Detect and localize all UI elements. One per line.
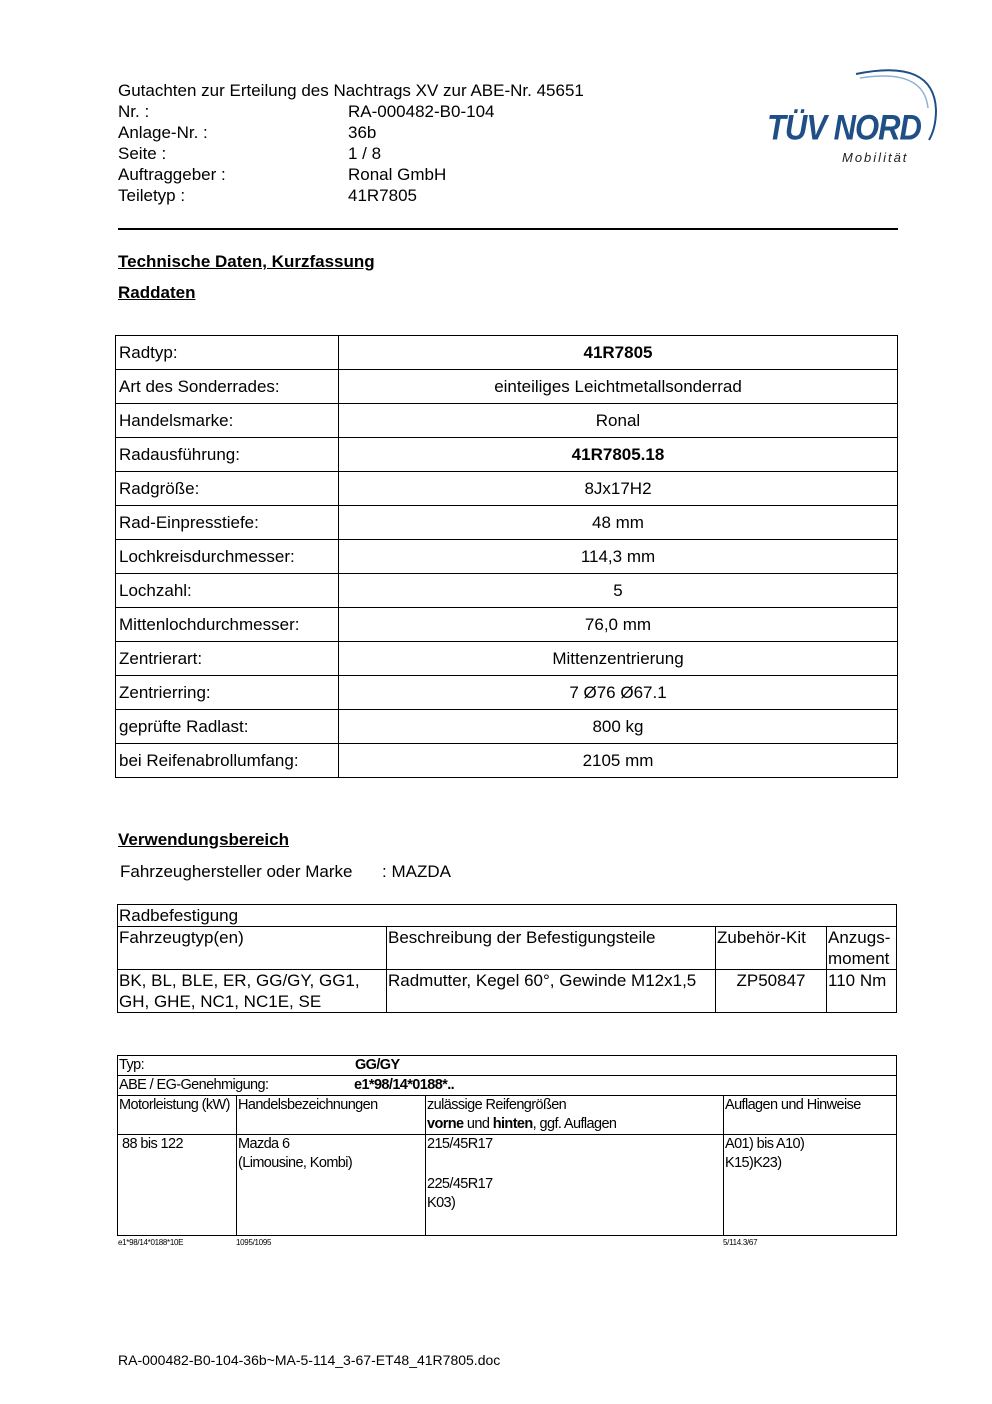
raddaten-value: 41R7805 xyxy=(339,336,898,370)
header-row xyxy=(118,185,584,206)
small-note-right: 5/114.3/67 xyxy=(723,1238,758,1247)
raddaten-label: Radtyp: xyxy=(116,336,339,370)
header-divider xyxy=(118,228,898,230)
header-label: Seite : xyxy=(118,144,167,163)
typ-value: GG/GY xyxy=(355,1057,400,1073)
raddaten-label: geprüfte Radlast: xyxy=(116,710,339,744)
raddaten-label: Radausführung: xyxy=(116,438,339,472)
typ-row xyxy=(118,1056,897,1076)
table-header: Motorleistung (kW) xyxy=(118,1096,237,1135)
note-line: A01) bis A10) xyxy=(725,1136,805,1152)
raddaten-value: Ronal xyxy=(339,404,898,438)
header-value: 1 / 8 xyxy=(348,144,382,163)
name-line: Mazda 6 xyxy=(238,1136,290,1152)
raddaten-label: Mittenlochdurchmesser: xyxy=(116,608,339,642)
tires-header-line1: zulässige Reifengrößen xyxy=(427,1097,567,1113)
table-row xyxy=(116,744,898,778)
raddaten-value: 2105 mm xyxy=(339,744,898,778)
raddaten-table xyxy=(115,335,898,778)
raddaten-value: Mittenzentrierung xyxy=(339,642,898,676)
logo-name: TÜV NORD xyxy=(767,107,921,148)
raddaten-value: 48 mm xyxy=(339,506,898,540)
tire-line: 225/45R17 xyxy=(427,1176,493,1192)
note-line: K15)K23) xyxy=(725,1155,782,1171)
table-cell xyxy=(426,1135,724,1236)
table-header: Anzugs-moment xyxy=(827,927,897,970)
manufacturer-value: : MAZDA xyxy=(382,862,451,881)
table-cell: Radmutter, Kegel 60°, Gewinde M12x1,5 xyxy=(387,970,716,1013)
table-row xyxy=(116,404,898,438)
tires-front: vorne xyxy=(427,1116,464,1132)
raddaten-label: Zentrierart: xyxy=(116,642,339,676)
raddaten-label: Radgröße: xyxy=(116,472,339,506)
tire-spacer xyxy=(427,1154,722,1175)
header-title: Gutachten zur Erteilung des Nachtrags XV zur ABE-Nr. 45651 xyxy=(118,81,584,100)
table-row xyxy=(116,370,898,404)
table-row xyxy=(116,608,898,642)
header-label: Teiletyp : xyxy=(118,186,186,205)
table-row xyxy=(116,438,898,472)
tires-and: und xyxy=(463,1116,493,1132)
raddaten-label: Lochzahl: xyxy=(116,574,339,608)
raddaten-value: 41R7805.18 xyxy=(339,438,898,472)
raddaten-label: Zentrierring: xyxy=(116,676,339,710)
tire-line: K03) xyxy=(427,1195,456,1211)
logo-subtitle: Mobilität xyxy=(842,150,909,165)
table-header: Beschreibung der Befestigungsteile xyxy=(387,927,716,970)
table-cell: BK, BL, BLE, ER, GG/GY, GG1, GH, GHE, NC1, NC1E, SE xyxy=(118,970,387,1013)
header-label: Nr. : xyxy=(118,102,150,121)
document-header xyxy=(118,80,584,206)
typ-label: Typ: xyxy=(119,1057,144,1073)
small-note-left: e1*98/14*0188*10E xyxy=(118,1238,184,1247)
name-line: (Limousine, Kombi) xyxy=(238,1155,353,1171)
tires-rest: , ggf. Auflagen xyxy=(532,1116,617,1132)
header-row xyxy=(118,164,584,185)
table-cell: 88 bis 122 xyxy=(118,1135,237,1236)
raddaten-value: einteiliges Leichtmetallsonderrad xyxy=(339,370,898,404)
tires-rear: hinten xyxy=(492,1116,533,1132)
header-value: RA-000482-B0-104 xyxy=(348,102,495,121)
manufacturer-line xyxy=(120,862,451,882)
raddaten-label: Art des Sonderrades: xyxy=(116,370,339,404)
raddaten-label: bei Reifenabrollumfang: xyxy=(116,744,339,778)
header-row xyxy=(118,143,584,164)
header-value: 41R7805 xyxy=(348,186,418,205)
manufacturer-label: Fahrzeughersteller oder Marke xyxy=(120,862,353,881)
footer-filename: RA-000482-B0-104-36b~MA-5-114_3-67-ET48_41R7805.doc xyxy=(118,1352,501,1368)
table-row xyxy=(116,506,898,540)
raddaten-label: Handelsmarke: xyxy=(116,404,339,438)
table-cell xyxy=(724,1135,897,1236)
tire-line: 215/45R17 xyxy=(427,1136,493,1152)
raddaten-value: 800 kg xyxy=(339,710,898,744)
header-value: 36b xyxy=(348,123,377,142)
header-row xyxy=(118,101,584,122)
table-header-tires xyxy=(426,1096,724,1135)
table-header: Zubehör-Kit xyxy=(716,927,827,970)
section-title-verwendung: Verwendungsbereich xyxy=(118,830,289,849)
small-note-mid: 1095/1095 xyxy=(236,1238,272,1247)
header-label: Anlage-Nr. : xyxy=(118,123,208,142)
abe-value: e1*98/14*0188*.. xyxy=(354,1077,455,1093)
table-row xyxy=(116,540,898,574)
table-header: Auflagen und Hinweise xyxy=(724,1096,897,1135)
table-row xyxy=(116,574,898,608)
table-row xyxy=(116,472,898,506)
table-header: Fahrzeugtyp(en) xyxy=(118,927,387,970)
table-cell: ZP50847 xyxy=(716,970,827,1013)
header-row xyxy=(118,122,584,143)
abe-row xyxy=(118,1076,897,1096)
raddaten-label: Rad-Einpresstiefe: xyxy=(116,506,339,540)
section-title-raddaten: Raddaten xyxy=(118,283,196,302)
section-title-tech: Technische Daten, Kurzfassung xyxy=(118,252,375,271)
tuev-nord-logo xyxy=(764,60,944,170)
raddaten-value: 76,0 mm xyxy=(339,608,898,642)
table-row xyxy=(116,676,898,710)
table-cell: 110 Nm xyxy=(827,970,897,1013)
raddaten-value: 114,3 mm xyxy=(339,540,898,574)
header-label: Auftraggeber : xyxy=(118,165,226,184)
raddaten-value: 5 xyxy=(339,574,898,608)
raddaten-label: Lochkreisdurchmesser: xyxy=(116,540,339,574)
table-row xyxy=(116,336,898,370)
table-header: Handelsbezeichnungen xyxy=(237,1096,426,1135)
table-row xyxy=(116,642,898,676)
abe-label: ABE / EG-Genehmigung: xyxy=(119,1077,269,1093)
header-value: Ronal GmbH xyxy=(348,165,447,184)
table-row xyxy=(116,710,898,744)
tires-header-line2 xyxy=(427,1115,722,1134)
radbefestigung-title: Radbefestigung xyxy=(118,905,897,927)
table-cell xyxy=(237,1135,426,1236)
raddaten-value: 8Jx17H2 xyxy=(339,472,898,506)
typ-table xyxy=(117,1055,897,1236)
radbefestigung-table xyxy=(117,904,897,1013)
raddaten-value: 7 Ø76 Ø67.1 xyxy=(339,676,898,710)
